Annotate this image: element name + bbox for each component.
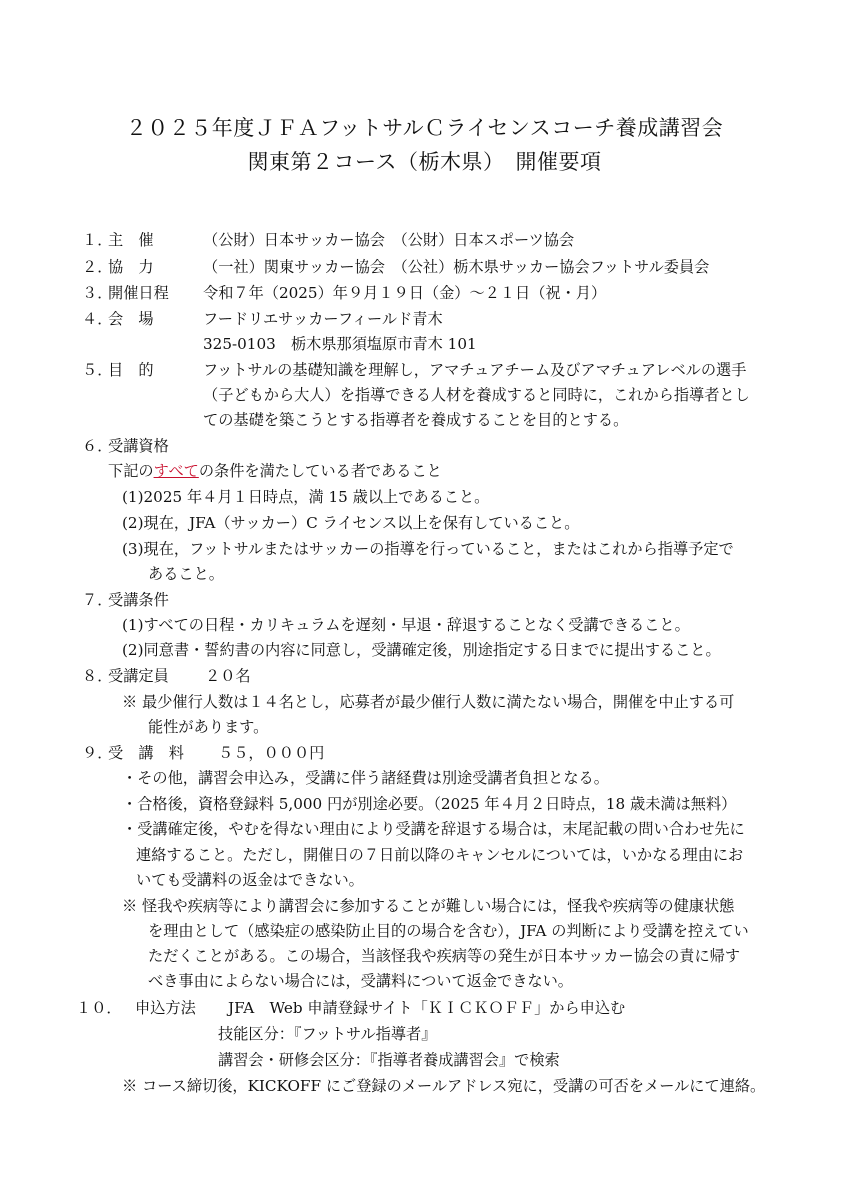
cooperation-value: （一社）関東サッカー協会 （公社）栃木県サッカー協会フットサル委員会: [203, 258, 710, 276]
capacity-note-continued: 能性があります。: [148, 718, 269, 736]
section-number: ２．: [82, 258, 113, 276]
section-number: ８．: [82, 667, 113, 685]
section-label-host: 主 催: [108, 231, 154, 249]
eligibility-item-continued: あること。: [148, 565, 224, 583]
section-number: ９．: [82, 744, 113, 762]
section-label-schedule: 開催日程: [108, 284, 169, 302]
section-number: ７．: [82, 591, 113, 609]
section-label-cooperation: 協 力: [108, 258, 154, 276]
fee-note-continued: 連絡すること。ただし，開催日の７日前以降のキャンセルについては，いかなる理由にお: [136, 846, 744, 864]
application-note: ※ コース締切後，KICKOFF にご登録のメールアドレス宛に，受講の可否をメールにて連絡。: [122, 1077, 766, 1095]
section-number: ４．: [82, 310, 113, 328]
capacity-note: ※ 最少催行人数は１４名とし，応募者が最少催行人数に満たない場合，開催を中止する可: [122, 693, 735, 711]
section-label-application: 申込方法: [135, 999, 196, 1017]
fee-note-continued: いても受講料の返金はできない。: [136, 871, 364, 889]
eligibility-item: (2)現在，JFA（サッカー）C ライセンス以上を保有していること。: [122, 514, 580, 532]
application-course-category: 講習会・研修会区分：『指導者養成講習会』で検索: [218, 1051, 560, 1069]
conditions-item: (2)同意書・誓約書の内容に同意し，受講確定後，別途指定する日までに提出すること。: [122, 641, 721, 659]
purpose-line: （子どもから大人）を指導できる人材を養成すると同時に，これから指導者とし: [203, 386, 750, 404]
section-label-fee: 受 講 料: [108, 744, 184, 762]
fee-note: ・受講確定後，やむを得ない理由により受講を辞退する場合は，末尾記載の問い合わせ先に: [122, 820, 745, 838]
fee-note: ・合格後，資格登録料 5,000 円が別途必要。（2025 年４月２日時点，18 歳未満は無料）: [122, 795, 737, 813]
eligibility-intro-post: の条件を満たしている者であること: [198, 462, 442, 480]
section-number: ３．: [82, 284, 113, 302]
section-label-capacity: 受講定員: [108, 667, 169, 685]
venue-name: フードリエサッカーフィールド青木: [203, 310, 443, 328]
section-label-venue: 会 場: [108, 310, 154, 328]
schedule-value: 令和７年（2025）年９月１９日（金）～２１日（祝・月）: [203, 284, 607, 302]
capacity-value: ２０名: [205, 667, 251, 685]
eligibility-intro-pre: 下記の: [108, 462, 154, 480]
purpose-line: フットサルの基礎知識を理解し，アマチュアチーム及びアマチュアレベルの選手: [203, 361, 747, 379]
application-skill-category: 技能区分：『フットサル指導者』: [218, 1025, 437, 1043]
fee-caution-continued: べき事由によらない場合には，受講料について返金できない。: [148, 972, 573, 990]
section-number: ５．: [82, 361, 113, 379]
fee-caution-continued: を理由として（感染症の感染防止目的の場合を含む），JFA の判断により受講を控えてい: [148, 922, 749, 940]
fee-note: ・その他，講習会申込み，受講に伴う諸経費は別途受講者負担となる。: [122, 769, 609, 787]
document-title-line2: 関東第２コース（栃木県） 開催要項: [247, 150, 602, 174]
eligibility-item: (3)現在，フットサルまたはサッカーの指導を行っていること，またはこれから指導予定で: [122, 540, 734, 558]
fee-value: ５５，０００円: [218, 744, 325, 762]
document-title-line1: ２０２５年度ＪＦＡフットサルＣライセンスコーチ養成講習会: [125, 116, 724, 140]
section-label-purpose: 目 的: [108, 361, 154, 379]
section-number: ６．: [82, 437, 113, 455]
purpose-line: ての基礎を築こうとする指導者を養成することを目的とする。: [203, 411, 629, 429]
venue-address: 325-0103 栃木県那須塩原市青木 101: [203, 335, 477, 353]
application-method: JFA Web 申請登録サイト「ＫＩＣＫＯＦＦ」から申込む: [228, 999, 626, 1017]
eligibility-emphasis: すべて: [153, 462, 199, 480]
fee-caution-continued: ただくことがある。この場合，当該怪我や疾病等の発生が日本サッカー協会の責に帰す: [148, 947, 741, 965]
eligibility-item: (1)2025 年４月１日時点，満 15 歳以上であること。: [122, 488, 490, 506]
eligibility-intro: [108, 461, 442, 481]
conditions-item: (1)すべての日程・カリキュラムを遅刻・早退・辞退することなく受講できること。: [122, 616, 690, 634]
section-label-conditions: 受講条件: [108, 591, 169, 609]
section-number: １．: [82, 231, 113, 249]
section-label-eligibility: 受講資格: [108, 437, 169, 455]
fee-caution: ※ 怪我や疾病等により講習会に参加することが難しい場合には，怪我や疾病等の健康状態: [122, 897, 735, 915]
host-value: （公財）日本サッカー協会 （公財）日本スポーツ協会: [203, 231, 575, 249]
section-number: １０．: [76, 999, 122, 1017]
